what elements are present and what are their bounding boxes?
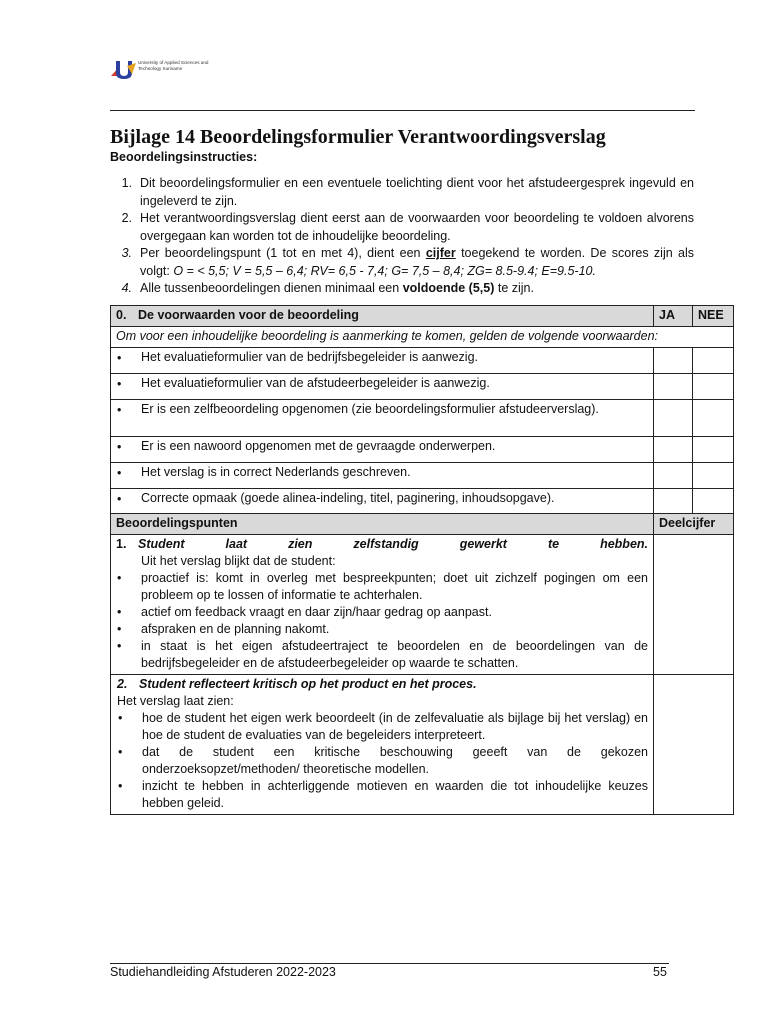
point1-number: 1.: [116, 537, 127, 551]
nee-cell[interactable]: [693, 463, 734, 489]
bullet-icon: •: [118, 711, 123, 725]
instruction-item: [110, 175, 694, 210]
header-divider: [110, 110, 695, 111]
section0-title: De voorwaarden voor de beoordeling: [138, 308, 359, 322]
instruction-text: toegekend te worden. De scores zijn als volgt:: [140, 246, 695, 278]
ja-cell[interactable]: [654, 437, 693, 463]
point1-title: [116, 536, 648, 553]
condition-row: [111, 374, 734, 400]
list-item: [117, 710, 648, 744]
footer-divider: [110, 963, 669, 964]
section0-header-row: [111, 306, 734, 327]
condition-row: [111, 489, 734, 514]
column-header-nee: NEE: [693, 306, 734, 327]
assessment-table: [110, 305, 734, 815]
bullet-icon: •: [117, 639, 122, 653]
instructions-list: [110, 175, 694, 298]
ja-cell[interactable]: [654, 348, 693, 374]
section0-heading: [111, 306, 654, 327]
instruction-number: 1.: [121, 176, 132, 190]
list-item: [116, 570, 648, 604]
list-item-text: inzicht te hebben in achterliggende motieven en waarden die tot inhoudelijke keuzes hebben geleid.: [142, 779, 648, 810]
instructions-heading: Beoordelingsinstructies:: [110, 150, 258, 164]
ja-cell[interactable]: [654, 374, 693, 400]
point2-number: 2.: [117, 677, 128, 691]
instruction-number: 4.: [121, 281, 132, 295]
instruction-text: te zijn.: [494, 281, 534, 295]
point1-grade-cell[interactable]: [654, 535, 734, 675]
section0-number: 0.: [116, 308, 127, 322]
condition-row: [111, 463, 734, 489]
condition-row: [111, 437, 734, 463]
bullet-icon: •: [117, 440, 122, 454]
logo-text-line2: Technology Suriname: [138, 66, 183, 71]
list-item-text: proactief is: komt in overleg met bespreekpunten; doet uit zichzelf pogingen om een probleem op te lossen of informatie te achterhalen.: [141, 571, 648, 602]
instruction-item: [110, 210, 694, 245]
bullet-icon: •: [117, 492, 122, 506]
point1-intro: Uit het verslag blijkt dat de student:: [141, 554, 336, 568]
condition-text: [111, 437, 654, 463]
score-scale: O = < 5,5; V = 5,5 – 6,4; RV= 6,5 - 7,4; G= 7,5 – 8,4; ZG= 8.5-9.4; E=9.5-10.: [173, 263, 596, 278]
list-item: [116, 621, 648, 638]
nee-cell[interactable]: [693, 374, 734, 400]
list-item-text: in staat is het eigen afstudeertraject te beoordelen en de beoordelingen van de bedrijfsbegeleider en de afstudeerbegeleider op waarde te schatten.: [141, 639, 648, 670]
condition-row: [111, 400, 734, 437]
ja-cell[interactable]: [654, 463, 693, 489]
instruction-emphasis: cijfer: [425, 246, 456, 260]
condition-row: [111, 348, 734, 374]
nee-cell[interactable]: [693, 400, 734, 437]
column-header-ja: JA: [654, 306, 693, 327]
condition-label: Het evaluatieformulier van de bedrijfsbegeleider is aanwezig.: [141, 350, 478, 364]
instruction-number: 3.: [121, 246, 132, 260]
point2-title: [117, 676, 648, 693]
instruction-text: Per beoordelingspunt (1 tot en met 4), dient een: [140, 246, 426, 260]
list-item: [117, 778, 648, 812]
instruction-text: Alle tussenbeoordelingen dienen minimaal een: [140, 281, 403, 295]
nee-cell[interactable]: [693, 348, 734, 374]
instruction-text: Het verantwoordingsverslag dient eerst aan de voorwaarden voor beoordeling te voldoen alvorens overgegaan kan worden tot de inhoudelijke beoordeling.: [140, 211, 694, 243]
point1-row: [111, 535, 734, 675]
logo-text-line1: University of Applied Sciences and: [138, 60, 209, 65]
instruction-item: [110, 245, 694, 280]
point1-criteria: [111, 535, 654, 675]
nee-cell[interactable]: [693, 489, 734, 514]
point2-row: [111, 675, 734, 815]
list-item-text: actief om feedback vraagt en daar zijn/haar gedrag op aanpast.: [141, 605, 492, 619]
instruction-text: Dit beoordelingsformulier en een eventuele toelichting dient voor het afstudeergesprek ingevuld en ingeleverd te zijn.: [140, 176, 694, 208]
list-item: [117, 744, 648, 778]
bullet-icon: •: [117, 605, 122, 619]
ja-cell[interactable]: [654, 489, 693, 514]
point2-grade-cell[interactable]: [654, 675, 734, 815]
list-item-text: dat de student een kritische beschouwing geeeft van de gekozen onderzoeksopzet/methoden/ theoretische modellen.: [142, 745, 648, 776]
condition-label: Er is een nawoord opgenomen met de gevraagde onderwerpen.: [141, 439, 496, 453]
condition-text: [111, 374, 654, 400]
points-header-row: [111, 514, 734, 535]
footer-document-title: Studiehandleiding Afstuderen 2022-2023: [110, 965, 336, 979]
point1-list: [116, 570, 648, 672]
condition-text: [111, 463, 654, 489]
bullet-icon: •: [117, 466, 122, 480]
logo-text: [138, 60, 208, 72]
page-title: Bijlage 14 Beoordelingsformulier Verantwoordingsverslag: [110, 126, 606, 148]
bullet-icon: •: [117, 351, 122, 365]
bullet-icon: •: [118, 779, 123, 793]
condition-text: [111, 400, 654, 437]
list-item-text: hoe de student het eigen werk beoordeelt (in de zelfevaluatie als bijlage bij het verslag) en hoe de student de evaluaties van de begeleiders interpreteert.: [142, 711, 648, 742]
section0-intro-row: [111, 327, 734, 348]
bullet-icon: •: [117, 622, 122, 636]
point1-title-text: Student laat zien zelfstandig gewerkt te hebben.: [138, 537, 648, 551]
instruction-number: 2.: [121, 211, 132, 225]
points-heading: Beoordelingspunten: [111, 514, 654, 535]
point2-list: [117, 710, 648, 812]
bullet-icon: •: [117, 403, 122, 417]
condition-text: [111, 489, 654, 514]
ja-cell[interactable]: [654, 400, 693, 437]
instruction-item: [110, 280, 694, 298]
nee-cell[interactable]: [693, 437, 734, 463]
page-number: 55: [653, 965, 667, 979]
point2-title-text: Student reflecteert kritisch op het product en het proces.: [139, 677, 477, 691]
bullet-icon: •: [117, 571, 122, 585]
condition-label: Het evaluatieformulier van de afstudeerbegeleider is aanwezig.: [141, 376, 490, 390]
instruction-emphasis: voldoende (5,5): [402, 281, 495, 295]
grade-column-header: Deelcijfer: [654, 514, 734, 535]
condition-label: Het verslag is in correct Nederlands geschreven.: [141, 465, 411, 479]
condition-label: Er is een zelfbeoordeling opgenomen (zie beoordelingsformulier afstudeerverslag).: [141, 402, 599, 416]
list-item-text: afspraken en de planning nakomt.: [141, 622, 330, 636]
university-logo: [110, 58, 230, 80]
bullet-icon: •: [118, 745, 123, 759]
point2-criteria: [111, 675, 654, 815]
list-item: [116, 638, 648, 672]
point2-intro: Het verslag laat zien:: [117, 694, 234, 708]
condition-label: Correcte opmaak (goede alinea-indeling, titel, paginering, inhoudsopgave).: [141, 491, 555, 505]
bullet-icon: •: [117, 377, 122, 391]
university-logo-mark-icon: [110, 58, 138, 80]
list-item: [116, 604, 648, 621]
condition-text: [111, 348, 654, 374]
section0-intro: Om voor een inhoudelijke beoordeling is aanmerking te komen, gelden de volgende voorwaarden:: [111, 327, 734, 348]
